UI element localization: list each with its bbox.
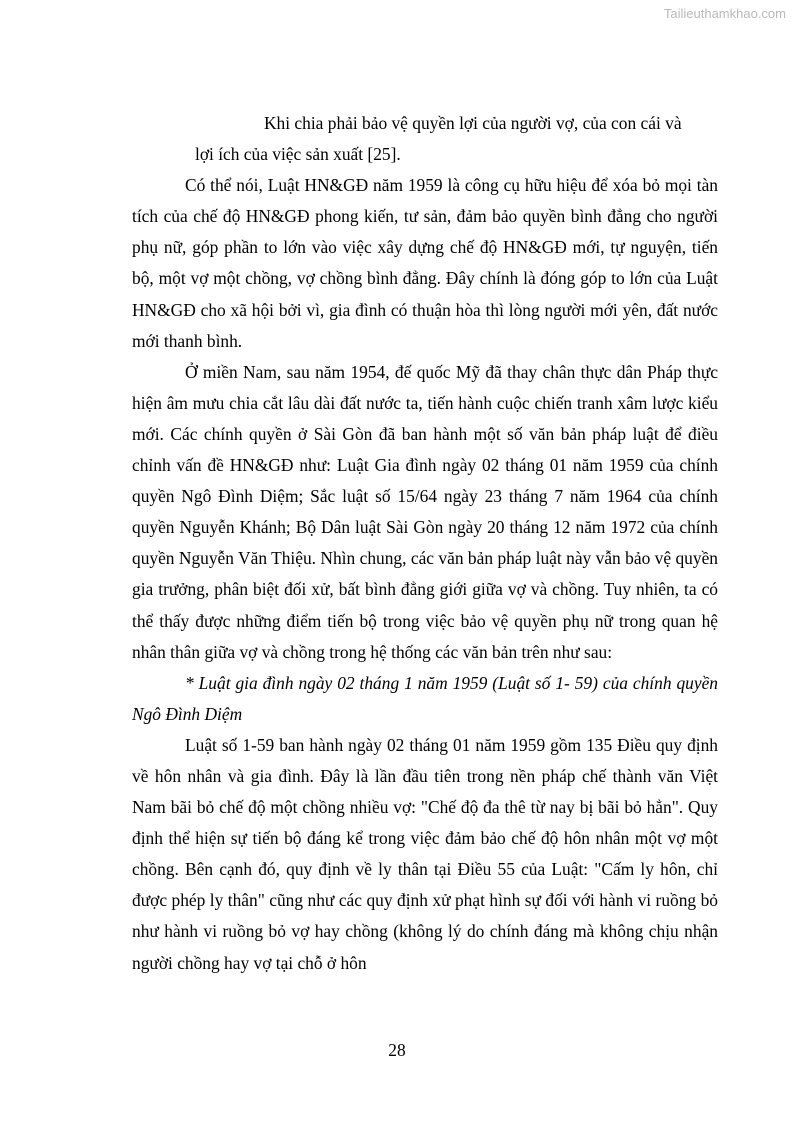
paragraph-law-1-59-details: Luật số 1-59 ban hành ngày 02 tháng 01 năm 1959 gồm 135 Điều quy định về hôn nhân và gia đình. Đây là lần đầu tiên trong nền pháp chế thành văn Việt Nam bãi bỏ chế độ một chồng nhiều vợ: "Chế độ đa thê từ nay bị bãi bỏ hẳn". Quy định thể hiện sự tiến bộ đáng kể trong việc đảm bảo chế độ hôn nhân một vợ một chồng. Bên cạnh đó, quy định về ly thân tại Điều 55 của Luật: "Cấm ly hôn, chỉ được phép ly thân" cũng như các quy định xử phạt hình sự đối với hành vi ruồng bỏ như hành vi ruồng bỏ vợ hay chồng (không lý do chính đáng mà không chịu nhận người chồng hay vợ tại chỗ ở hôn: [132, 734, 718, 973]
paragraph-southern-vietnam-laws: Ở miền Nam, sau năm 1954, đế quốc Mỹ đã thay chân thực dân Pháp thực hiện âm mưu chia cắt lâu dài đất nước ta, tiến hành cuộc chiến tranh xâm lược kiểu mới. Các chính quyền ở Sài Gòn đã ban hành một số văn bản pháp luật để điều chỉnh vấn đề HN&GĐ như: Luật Gia đình ngày 02 tháng 01 năm 1959 của chính quyền Ngô Đình Diệm; Sắc luật số 15/64 ngày 23 tháng 7 năm 1964 của chính quyền Nguyễn Khánh; Bộ Dân luật Sài Gòn ngày 20 tháng 12 năm 1972 của chính quyền Nguyễn Văn Thiệu. Nhìn chung, các văn bản pháp luật này vẫn bảo vệ quyền gia trưởng, phân biệt đối xử, bất bình đẳng giới giữa vợ và chồng. Tuy nhiên, ta có thể thấy được những điểm tiến bộ trong việc bảo vệ quyền phụ nữ trong quan hệ nhân thân giữa vợ và chồng trong hệ thống các văn bản trên như sau:: [132, 361, 718, 662]
paragraph-luat-1959-assessment: Có thể nói, Luật HN&GĐ năm 1959 là công cụ hữu hiệu để xóa bỏ mọi tàn tích của chế độ HN&GĐ phong kiến, tư sản, đảm bảo quyền bình đẳng cho người phụ nữ, góp phần to lớn vào việc xây dựng chế độ HN&GĐ mới, tự nguyện, tiến bộ, một vợ một chồng, vợ chồng bình đẳng. Đây chính là đóng góp to lớn của Luật HN&GĐ cho xã hội bởi vì, gia đình có thuận hòa thì lòng người mới yên, đất nước mới thanh bình.: [132, 175, 718, 351]
page-number: 28: [388, 1040, 406, 1060]
section-heading-family-law-1959: * Luật gia đình ngày 02 tháng 1 năm 1959 (Luật số 1- 59) của chính quyền Ngô Đình Diệm: [132, 672, 718, 724]
watermark-text: Tailieuthamkhao.com: [663, 6, 786, 21]
page-body: [132, 108, 718, 979]
block-quote: [132, 108, 718, 170]
quote-line-2: lợi ích của việc sản xuất [25].: [195, 144, 401, 165]
quote-line-1: Khi chia phải bảo vệ quyền lợi của người vợ, của con cái và: [264, 113, 682, 133]
